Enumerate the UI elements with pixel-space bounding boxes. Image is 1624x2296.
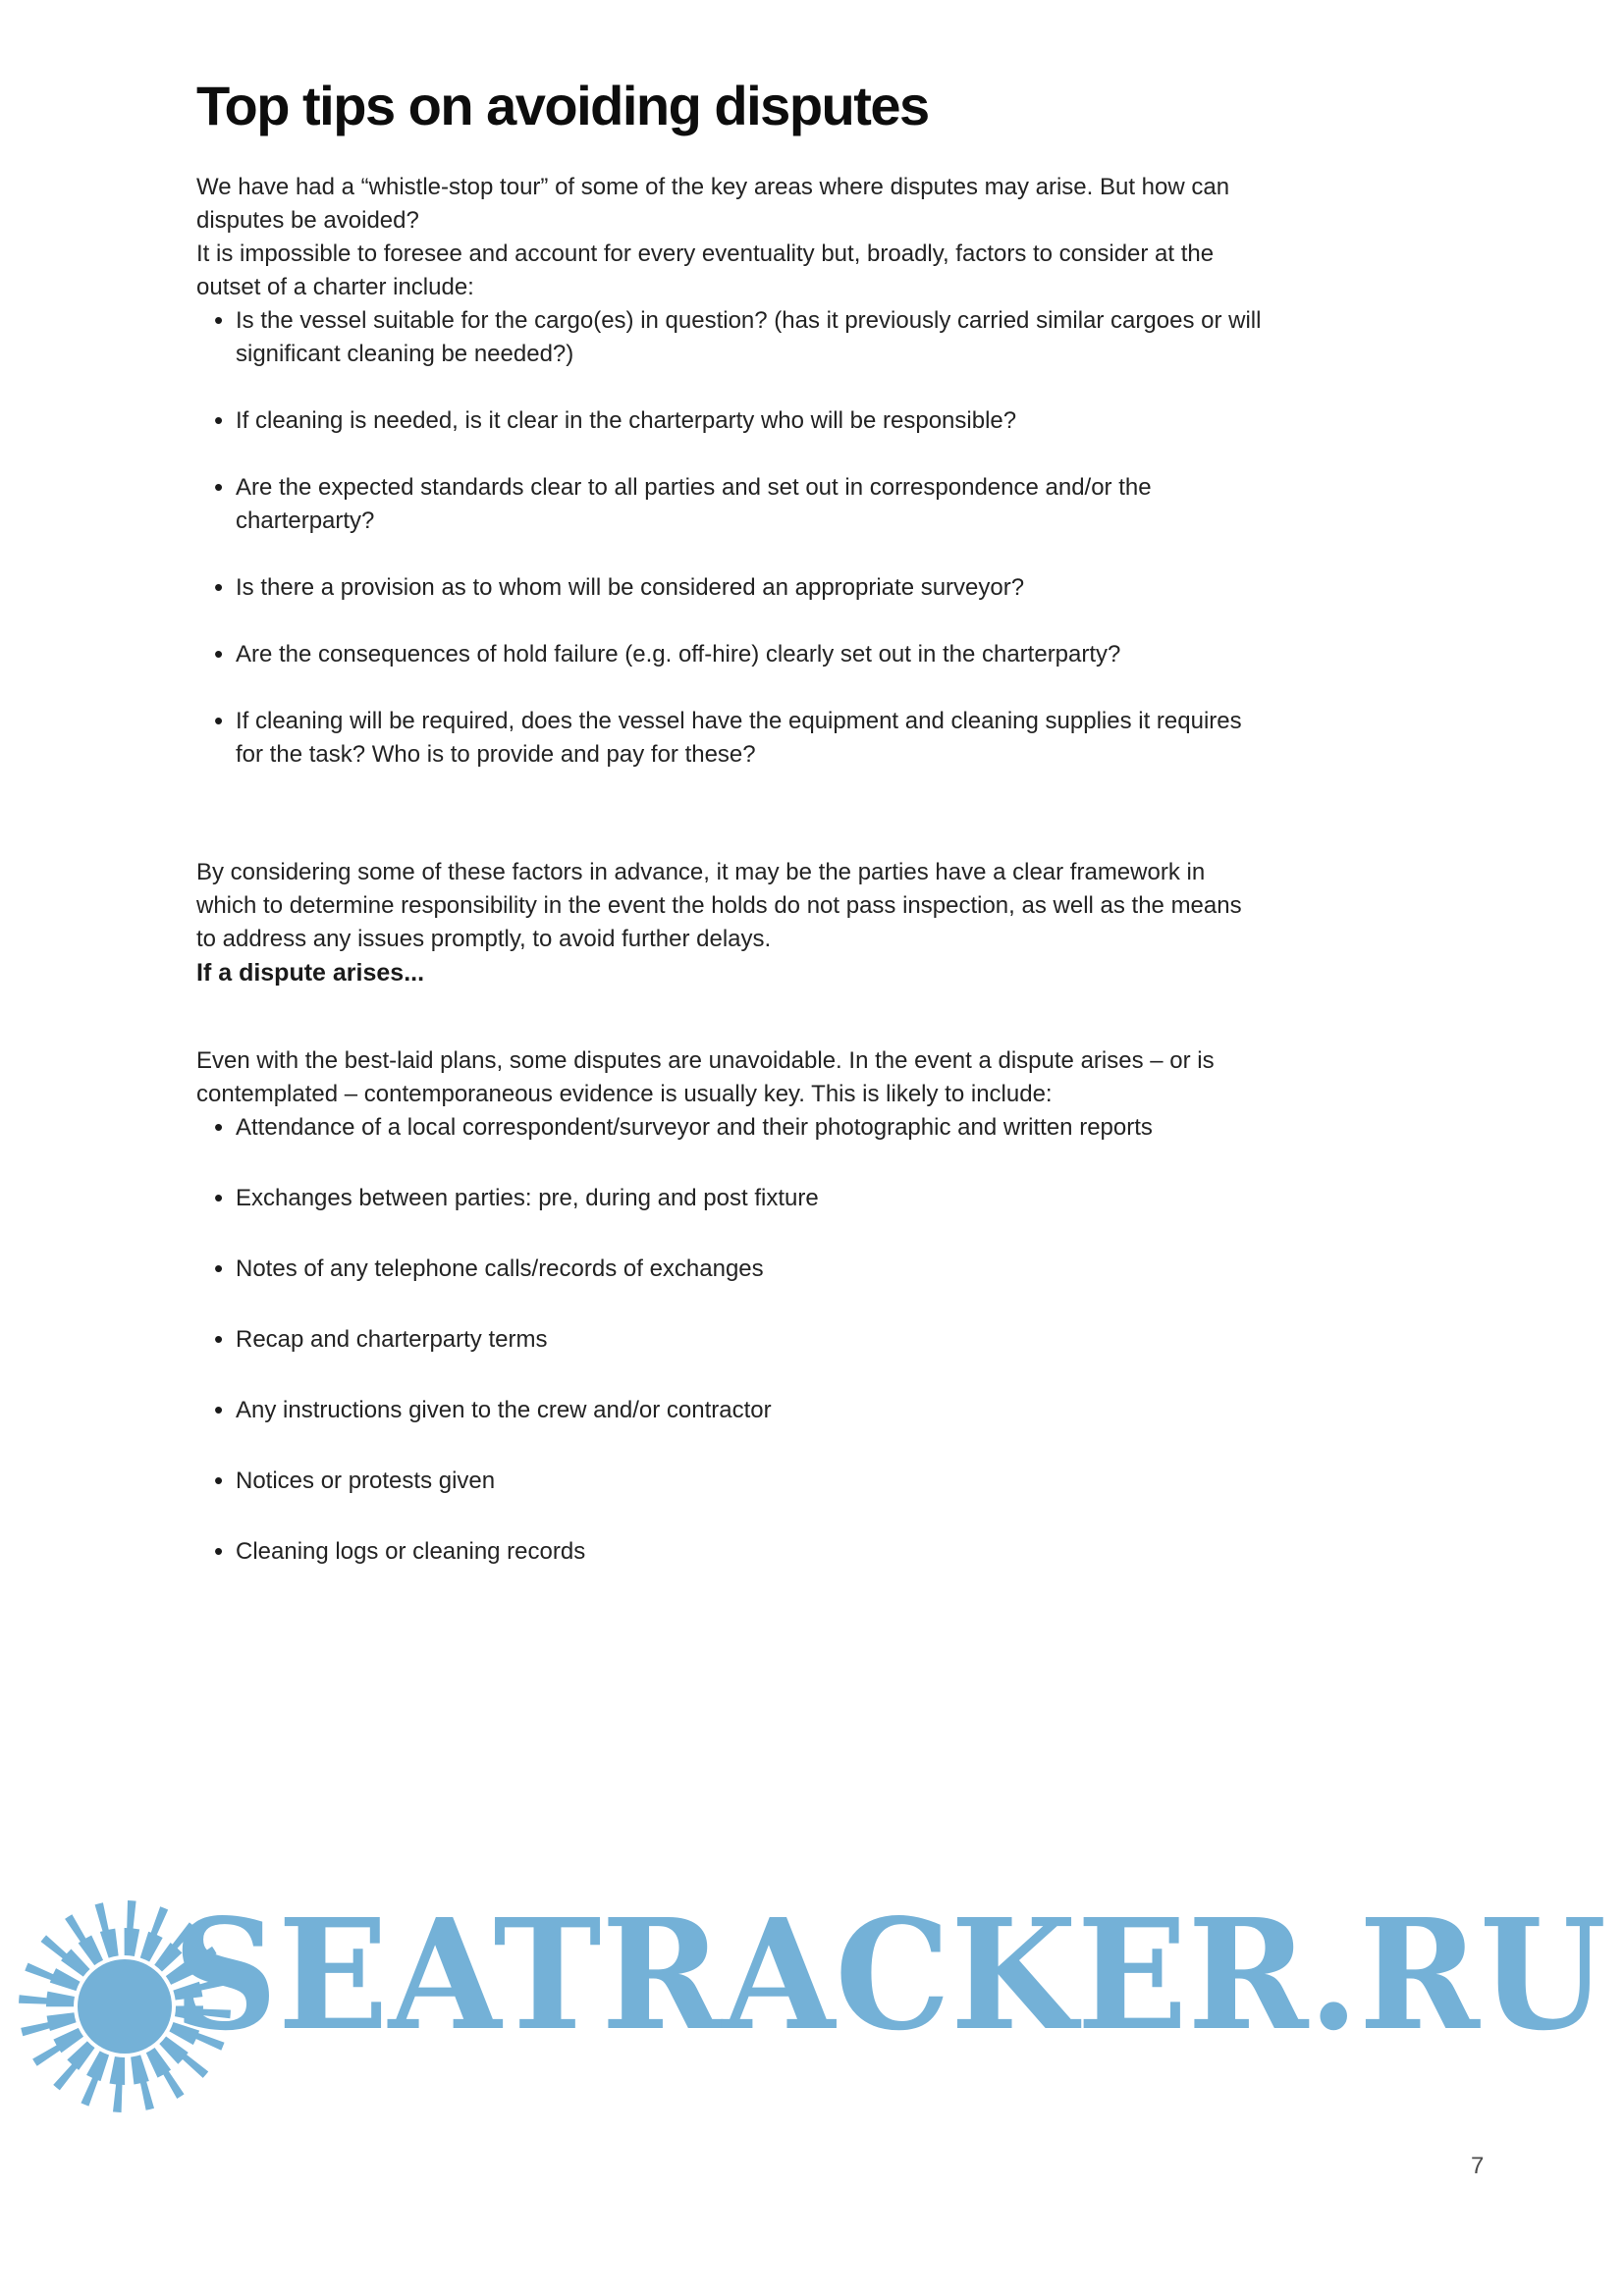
watermark: [165, 1891, 1624, 2072]
list-item: • Are the consequences of hold failure (e.g. off-hire) clearly set out in the charterparty?: [196, 638, 1263, 671]
dispute-paragraph: Even with the best-laid plans, some disputes are unavoidable. In the event a dispute arises – or is contemplated – contemporaneous evidence is usually key. This is likely to include:: [196, 1047, 1215, 1107]
evidence-bullet-list: [196, 1111, 1263, 1569]
list-item: • Cleaning logs or cleaning records: [196, 1535, 1263, 1569]
list-item: • Exchanges between parties: pre, during and post fixture: [196, 1182, 1263, 1215]
list-item: • If cleaning will be required, does the vessel have the equipment and cleaning supplies it requires for the task? Who is to provide and pay for these?: [196, 705, 1263, 772]
list-item: • Any instructions given to the crew and/or contractor: [196, 1394, 1263, 1427]
page-number: 7: [1471, 2153, 1485, 2179]
sun-icon: [2, 1887, 247, 2132]
list-item: • Is the vessel suitable for the cargo(es) in question? (has it previously carried similar cargoes or will significant cleaning be needed?): [196, 304, 1263, 371]
subheading-if-a-dispute-arises: If a dispute arises...: [196, 959, 425, 987]
list-item: • Notes of any telephone calls/records of exchanges: [196, 1253, 1263, 1286]
list-item: • Are the expected standards clear to all parties and set out in correspondence and/or the charterparty?: [196, 471, 1263, 538]
list-item: • Is there a provision as to whom will be considered an appropriate surveyor?: [196, 571, 1263, 605]
sun-rays-inner: [60, 1942, 189, 2071]
list-item: • If cleaning is needed, is it clear in the charterparty who will be responsible?: [196, 404, 1263, 438]
page-title: Top tips on avoiding disputes: [196, 75, 929, 136]
list-item: • Notices or protests given: [196, 1465, 1263, 1498]
sun-rays-outer: [38, 1920, 211, 2093]
list-item: • Recap and charterparty terms: [196, 1323, 1263, 1357]
sun-disc: [78, 1959, 172, 2054]
intro-paragraph-2: It is impossible to foresee and account for every eventuality but, broadly, factors to consider at the outset of a charter include:: [196, 240, 1215, 300]
closing-paragraph: By considering some of these factors in advance, it may be the parties have a clear framework in which to determine responsibility in the event the holds do not pass inspection, as well as the means to address any issues promptly, to avoid further delays.: [196, 859, 1242, 952]
list-item: • Attendance of a local correspondent/surveyor and their photographic and written reports: [196, 1111, 1263, 1145]
watermark-text: SEATRACKER.RU: [173, 1891, 1606, 2064]
factors-bullet-list: [196, 304, 1263, 772]
intro-paragraph-1: We have had a “whistle-stop tour” of some of the key areas where disputes may arise. But how can disputes be avoided?: [196, 174, 1230, 234]
